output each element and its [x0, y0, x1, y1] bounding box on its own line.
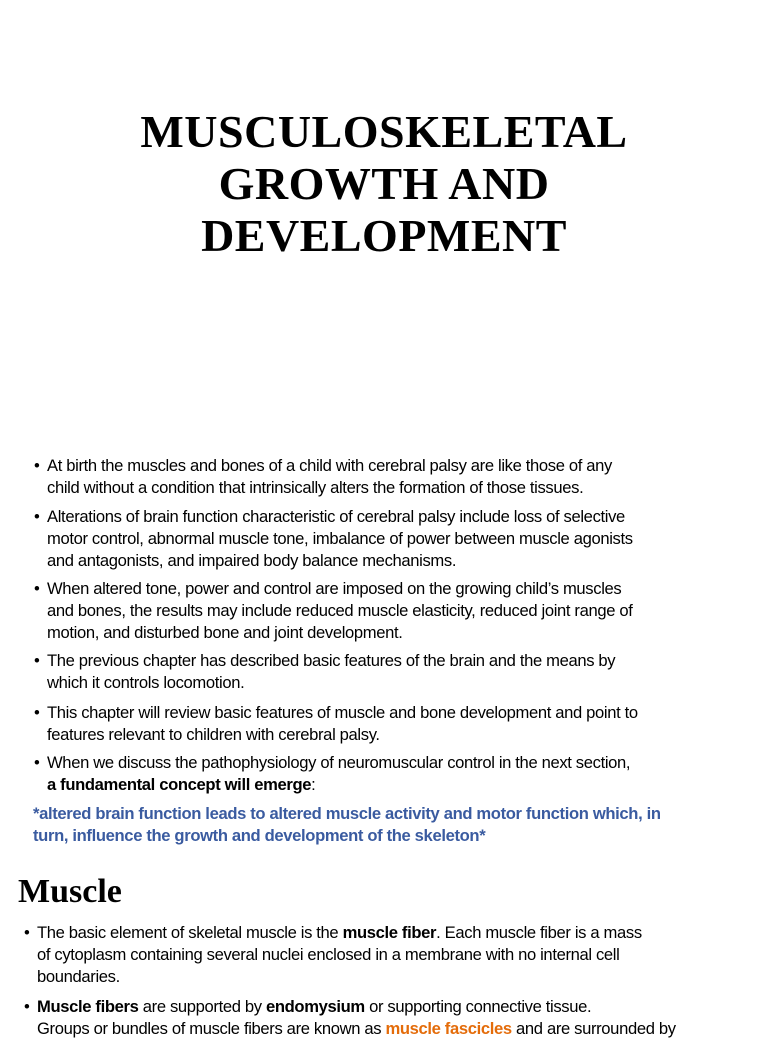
text-line: Alterations of brain function characteristic of cerebral palsy include loss of selective	[47, 507, 625, 526]
text-line: and antagonists, and impaired body balance mechanisms.	[47, 551, 457, 570]
title-line: MUSCULOSKELETAL	[140, 106, 628, 157]
text-line: When we discuss the pathophysiology of neuromuscular control in the next section,	[47, 753, 631, 772]
text: The basic element of skeletal muscle is the	[37, 923, 343, 942]
bullet-muscle-fiber	[24, 922, 642, 988]
bullet-altered-tone	[34, 578, 633, 644]
text-line: child without a condition that intrinsically alters the formation of those tissues.	[47, 478, 584, 497]
text-line	[47, 774, 630, 796]
bullet-birth	[34, 455, 612, 499]
highlight-text: muscle fascicles	[385, 1019, 512, 1038]
text: are supported by	[138, 997, 266, 1016]
text-line: which it controls locomotion.	[47, 673, 245, 692]
text-line: boundaries.	[37, 967, 120, 986]
bullet-endomysium	[24, 996, 676, 1040]
text-line: features relevant to children with cerebral palsy.	[47, 725, 380, 744]
bullet-icon: •	[34, 703, 40, 722]
text-line: and bones, the results may include reduced muscle elasticity, reduced joint range of	[47, 601, 633, 620]
text: Groups or bundles of muscle fibers are known as	[37, 1019, 386, 1038]
text-line: When altered tone, power and control are imposed on the growing child’s muscles	[47, 579, 622, 598]
text-tail: :	[311, 775, 316, 794]
page-title	[0, 106, 768, 262]
title-line: GROWTH AND	[218, 158, 550, 209]
text-line: turn, influence the growth and development of the skeleton*	[33, 826, 486, 845]
text-line: motion, and disturbed bone and joint development.	[47, 623, 403, 642]
section-heading-muscle: Muscle	[18, 873, 122, 910]
text-line	[37, 996, 676, 1018]
text: or supporting connective tissue.	[364, 997, 592, 1016]
bullet-this-chapter	[34, 702, 638, 746]
text-line	[37, 1018, 676, 1040]
text-line: *altered brain function leads to altered muscle activity and motor function which, in	[33, 804, 661, 823]
bullet-icon: •	[34, 651, 40, 670]
bullet-icon: •	[24, 997, 30, 1016]
bullet-icon: •	[24, 923, 30, 942]
text: and are surrounded by	[511, 1019, 676, 1038]
bullet-icon: •	[34, 579, 40, 598]
bullet-icon: •	[34, 507, 40, 526]
title-line: DEVELOPMENT	[201, 210, 567, 261]
bullet-alterations	[34, 506, 633, 572]
text-line: This chapter will review basic features of muscle and bone development and point to	[47, 703, 638, 722]
text-line: of cytoplasm containing several nuclei enclosed in a membrane with no internal cell	[37, 945, 620, 964]
text: . Each muscle fiber is a mass	[436, 923, 642, 942]
bold-text: muscle fiber	[342, 923, 437, 942]
text-line	[37, 922, 642, 944]
text-line: motor control, abnormal muscle tone, imbalance of power between muscle agonists	[47, 529, 633, 548]
text-line: At birth the muscles and bones of a child with cerebral palsy are like those of any	[47, 456, 612, 475]
text-line: The previous chapter has described basic features of the brain and the means by	[47, 651, 616, 670]
bold-text: Muscle fibers	[37, 997, 139, 1016]
bullet-previous-chapter	[34, 650, 616, 694]
bullet-icon: •	[34, 456, 40, 475]
bullet-icon: •	[34, 753, 40, 772]
bold-text: a fundamental concept will emerge	[47, 775, 312, 794]
bullet-pathophysiology	[34, 752, 631, 796]
key-concept	[33, 803, 661, 847]
bold-text: endomysium	[265, 997, 365, 1016]
